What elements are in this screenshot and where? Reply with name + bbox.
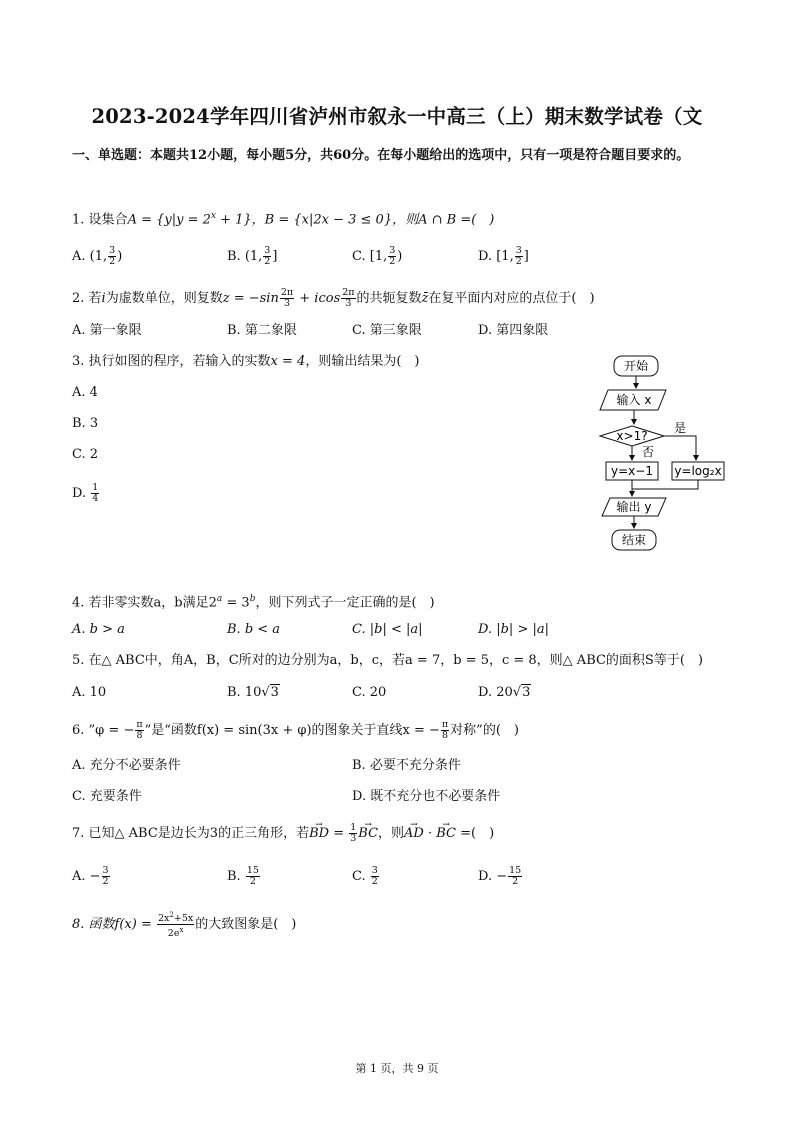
- q1-option-c: C. [1, $\frac{3}{2}$ ): [352, 245, 403, 267]
- flow-log-box: [672, 462, 724, 480]
- q1-option-a: A. (1, $\frac{3}{2}$ ): [72, 245, 123, 267]
- q1-option-b: B. (1, $\frac{3}{2}$ ]: [227, 245, 278, 267]
- question-4: 4. 若非零实数a，b满足$2^a = 3^b$，则下列式子一定正确的是( ): [72, 594, 435, 611]
- question-5: 5. 在△ ABC中，角A，B，C所对的边分别为a，b，c，若a = 7，b = 5，c = 8，则△ ABC的面积S等于( ): [72, 653, 703, 668]
- q3-option-a: A. 4: [72, 385, 98, 400]
- svg-text:结束: 结束: [621, 533, 647, 547]
- question-2: 2. 若i为虚数单位，则复数z = −sin $\frac{2\pi}{3}$ + icos $\frac{2\pi}{3}$ 的共轭复数z̄在复平面内对应的点位于( ): [72, 287, 595, 309]
- section-heading: 一、单选题：本题共12小题，每小题5分，共60分。在每小题给出的选项中，只有一项是符合题目要求的。: [72, 148, 690, 163]
- page-footer: 第 1 页，共 9 页: [355, 1062, 439, 1075]
- svg-text:开始: 开始: [623, 359, 649, 373]
- q7-option-a: A. − $\frac{3}{2}$: [72, 865, 109, 887]
- flow-subtract-box: [606, 462, 658, 480]
- question-3: 3. 执行如图的程序，若输入的实数x = 4，则输出结果为( ): [72, 354, 420, 369]
- q7-option-d: D. − $\frac{15}{2}$: [478, 865, 522, 887]
- q4-option-c: C. |b| < |a|: [352, 622, 423, 637]
- question-8: 8. 函数f(x) = $\frac{2x^2+5x}{2e^x}$ 的大致图象是( ): [72, 911, 297, 940]
- flow-output-node: [602, 498, 666, 516]
- flow-input-node: [600, 390, 666, 410]
- q4-option-a: A. b > a: [72, 622, 125, 637]
- q4-option-b: B. b < a: [227, 622, 281, 637]
- svg-text:输出 y: 输出 y: [616, 500, 652, 514]
- q1-number: 1.: [72, 212, 85, 228]
- q1-set-a: A = {y|y = 2: [127, 212, 211, 228]
- q6-option-d: D. 既不充分也不必要条件: [352, 789, 501, 804]
- q4-option-d: D. |b| > |a|: [478, 622, 549, 637]
- question-6: 6. ”φ = − $\frac{\pi}{8}$ ”是“函数f(x) = sin(3x + φ)的图象关于直线x = − $\frac{\pi}{8}$ 对称”的( ): [72, 719, 519, 741]
- program-flowchart: [596, 352, 736, 552]
- q1-option-d: D. [1, $\frac{3}{2}$ ]: [478, 245, 529, 267]
- q3-option-c: C. 2: [72, 447, 99, 462]
- q1-set-b: + 1}，B = {x|2x − 3 ≤ 0}，则A ∩ B =( ): [215, 212, 495, 228]
- q2-option-a: A. 第一象限: [72, 323, 142, 338]
- q2-option-c: C. 第三象限: [352, 323, 422, 338]
- flow-no-label: 否: [642, 445, 655, 459]
- q6-option-c: C. 充要条件: [72, 789, 142, 804]
- flow-start-node: [614, 356, 658, 376]
- svg-text:x>1?: x>1?: [616, 429, 648, 443]
- q1-text: 设集合: [88, 212, 128, 228]
- q3-option-d: D. $\frac{1}{4}$: [72, 482, 99, 504]
- q7-option-c: C. $\frac{3}{2}$: [352, 865, 378, 887]
- flow-condition-node: [600, 426, 664, 446]
- q3-option-b: B. 3: [72, 416, 99, 431]
- q6-option-a: A. 充分不必要条件: [72, 758, 181, 773]
- q5-option-a: A. 10: [72, 685, 107, 700]
- q6-option-b: B. 必要不充分条件: [352, 758, 461, 773]
- q5-option-d: D. 20√3: [478, 685, 531, 700]
- q7-option-b: B. $\frac{15}{2}$: [227, 865, 259, 887]
- q5-option-c: C. 20: [352, 685, 387, 700]
- q2-option-d: D. 第四象限: [478, 323, 549, 338]
- flow-yes-label: 是: [674, 421, 687, 435]
- flow-end-node: [612, 530, 656, 550]
- svg-text:输入 x: 输入 x: [616, 393, 652, 407]
- q2-option-b: B. 第二象限: [227, 323, 297, 338]
- svg-text:y=log₂x: y=log₂x: [674, 464, 722, 478]
- q5-option-b: B. 10√3: [227, 685, 279, 700]
- svg-text:y=x−1: y=x−1: [611, 464, 653, 478]
- page-title: 2023-2024学年四川省泸州市叙永一中高三（上）期末数学试卷（文: [91, 105, 703, 128]
- question-1: [72, 207, 494, 229]
- q1-exponent: x: [210, 211, 216, 221]
- question-7: 7. 已知△ ABC是边长为3的正三角形，若→ BD = $\frac{1}{3}$ → BC，则→ AD · → BC =( ): [72, 823, 494, 844]
